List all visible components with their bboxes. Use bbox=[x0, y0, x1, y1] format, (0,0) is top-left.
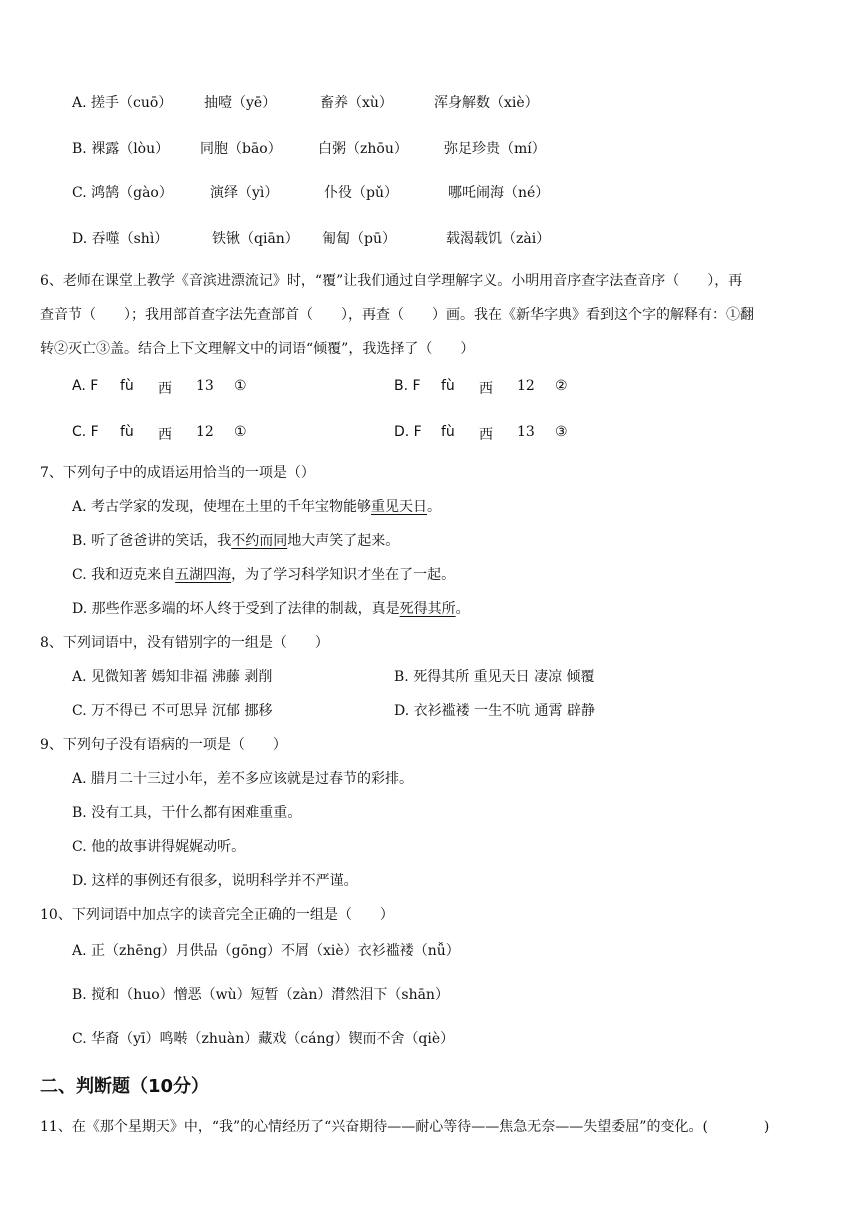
q5-a-2: 抽噎（yē） bbox=[204, 95, 277, 111]
q6-line1: 6、老师在课堂上教学《音滨进漂流记》时，“覆”让我们通过自学理解字义。小明用音序查字法查音序（ ），再 bbox=[40, 273, 743, 289]
q7-option-d bbox=[72, 598, 470, 618]
q5-b-3: 白粥（zhōu） bbox=[318, 141, 408, 157]
q7-option-b bbox=[72, 530, 399, 550]
q5-b-2: 同胞（bāo） bbox=[200, 141, 282, 157]
q6-a-meaning: ① bbox=[234, 378, 247, 394]
q6-d-meaning: ③ bbox=[555, 424, 568, 440]
q8-option-d: D. 衣衫褴褛 一生不吭 通霄 辟静 bbox=[394, 703, 595, 719]
q7-c-text: C. 我和迈克来自 bbox=[72, 567, 176, 583]
q7-d-idiom: 死得其所 bbox=[399, 601, 456, 617]
q6-c-letter: C. F bbox=[72, 424, 99, 440]
q9-option-c: C. 他的故事讲得娓娓动听。 bbox=[72, 839, 246, 855]
q6-d-strokes: 13 bbox=[517, 424, 535, 440]
q6-c-strokes: 12 bbox=[196, 424, 214, 440]
q6-b-radical: 西 bbox=[479, 381, 493, 397]
q7-stem: 7、下列句子中的成语运用恰当的一项是（） bbox=[40, 465, 315, 481]
q6-a-radical: 西 bbox=[158, 381, 172, 397]
q8-option-b: B. 死得其所 重见天日 凄凉 倾覆 bbox=[394, 669, 595, 685]
q9-stem: 9、下列句子没有语病的一项是（ ） bbox=[40, 737, 287, 753]
q10-option-c: C. 华裔（yī）鸣啭（zhuàn）藏戏（cáng）锲而不舍（qiè） bbox=[72, 1031, 455, 1047]
q11-text: 11、在《那个星期天》中，“我”的心情经历了“兴奋期待——耐心等待——焦急无奈——失望委屈”的变化。( ) bbox=[40, 1119, 770, 1135]
q6-line2: 查音节（ ）；我用部首查字法先查部首（ ），再查（ ）画。我在《新华字典》看到这个字的解释有：①翻 bbox=[40, 307, 754, 323]
q5-d-2: 铁锹（qiān） bbox=[212, 231, 299, 247]
q7-a-idiom: 重见天日 bbox=[371, 499, 428, 515]
q7-a-end: 。 bbox=[427, 499, 442, 515]
q9-option-d: D. 这样的事例还有很多，说明科学并不严谨。 bbox=[72, 873, 358, 889]
q5-b-4: 弥足珍贵（mí） bbox=[444, 141, 546, 157]
q9-option-b: B. 没有工具，干什么都有困难重重。 bbox=[72, 805, 302, 821]
q6-a-syllable: fù bbox=[120, 378, 134, 394]
q5-d-1: D. 吞噬（shì） bbox=[72, 231, 169, 247]
q7-option-a bbox=[72, 496, 441, 516]
q5-a-4: 浑身解数（xiè） bbox=[434, 95, 539, 111]
q7-b-idiom: 不约而同 bbox=[231, 533, 288, 549]
q7-c-end: ，为了学习科学知识才坐在了一起。 bbox=[231, 567, 456, 583]
q10-option-a: A. 正（zhēng）月供品（gōng）不屑（xiè）衣衫褴褛（nǚ） bbox=[72, 943, 460, 959]
q7-b-text: B. 听了爸爸讲的笑话，我 bbox=[72, 533, 232, 549]
q5-a-3: 畜养（xù） bbox=[320, 95, 393, 111]
q6-d-letter: D. F bbox=[394, 424, 422, 440]
q8-option-a: A. 见微知著 嫣知非福 沸藤 剥削 bbox=[72, 669, 273, 685]
q6-d-radical: 西 bbox=[479, 427, 493, 443]
q10-stem: 10、下列词语中加点字的读音完全正确的一组是（ ） bbox=[40, 907, 394, 923]
q6-d-syllable: fù bbox=[441, 424, 455, 440]
q9-option-a: A. 腊月二十三过小年，差不多应该就是过春节的彩排。 bbox=[72, 771, 414, 787]
q5-c-1: C. 鸿鹄（gào） bbox=[72, 185, 173, 201]
q6-b-meaning: ② bbox=[555, 378, 568, 394]
q7-c-idiom: 五湖四海 bbox=[175, 567, 232, 583]
q8-stem: 8、下列词语中，没有错别字的一组是（ ） bbox=[40, 635, 329, 651]
q10-option-b: B. 搅和（huo）憎恶（wù）短暂（zàn）潸然泪下（shān） bbox=[72, 987, 449, 1003]
q5-b-1: B. 裸露（lòu） bbox=[72, 141, 170, 157]
q5-d-4: 载渴载饥（zài） bbox=[446, 231, 551, 247]
q7-a-text: A. 考古学家的发现，使埋在土里的千年宝物能够 bbox=[72, 499, 372, 515]
q7-option-c bbox=[72, 564, 455, 584]
q5-c-2: 演绎（yì） bbox=[210, 185, 279, 201]
q5-c-4: 哪吒闹海（né） bbox=[448, 185, 550, 201]
q7-b-end: 地大声笑了起来。 bbox=[287, 533, 400, 549]
q7-d-end: 。 bbox=[455, 601, 470, 617]
q5-a-1: A. 搓手（cuō） bbox=[72, 95, 173, 111]
q8-option-c: C. 万不得已 不可思异 沉郁 挪移 bbox=[72, 703, 273, 719]
q6-c-meaning: ① bbox=[234, 424, 247, 440]
q5-c-3: 仆役（pǔ） bbox=[324, 185, 398, 201]
q6-c-syllable: fù bbox=[120, 424, 134, 440]
q6-b-letter: B. F bbox=[394, 378, 421, 394]
q6-c-radical: 西 bbox=[158, 427, 172, 443]
q6-b-syllable: fù bbox=[441, 378, 455, 394]
q5-d-3: 匍匐（pū） bbox=[322, 231, 396, 247]
q7-d-text: D. 那些作恶多端的坏人终于受到了法律的制裁，真是 bbox=[72, 601, 400, 617]
q6-b-strokes: 12 bbox=[517, 378, 535, 394]
q6-a-strokes: 13 bbox=[196, 378, 214, 394]
q6-line3: 转②灭亡③盖。结合上下文理解文中的词语“倾覆”，我选择了（ ） bbox=[40, 341, 475, 357]
q6-a-letter: A. F bbox=[72, 378, 99, 394]
section-heading-judgement: 二、判断题（10分） bbox=[40, 1076, 210, 1097]
